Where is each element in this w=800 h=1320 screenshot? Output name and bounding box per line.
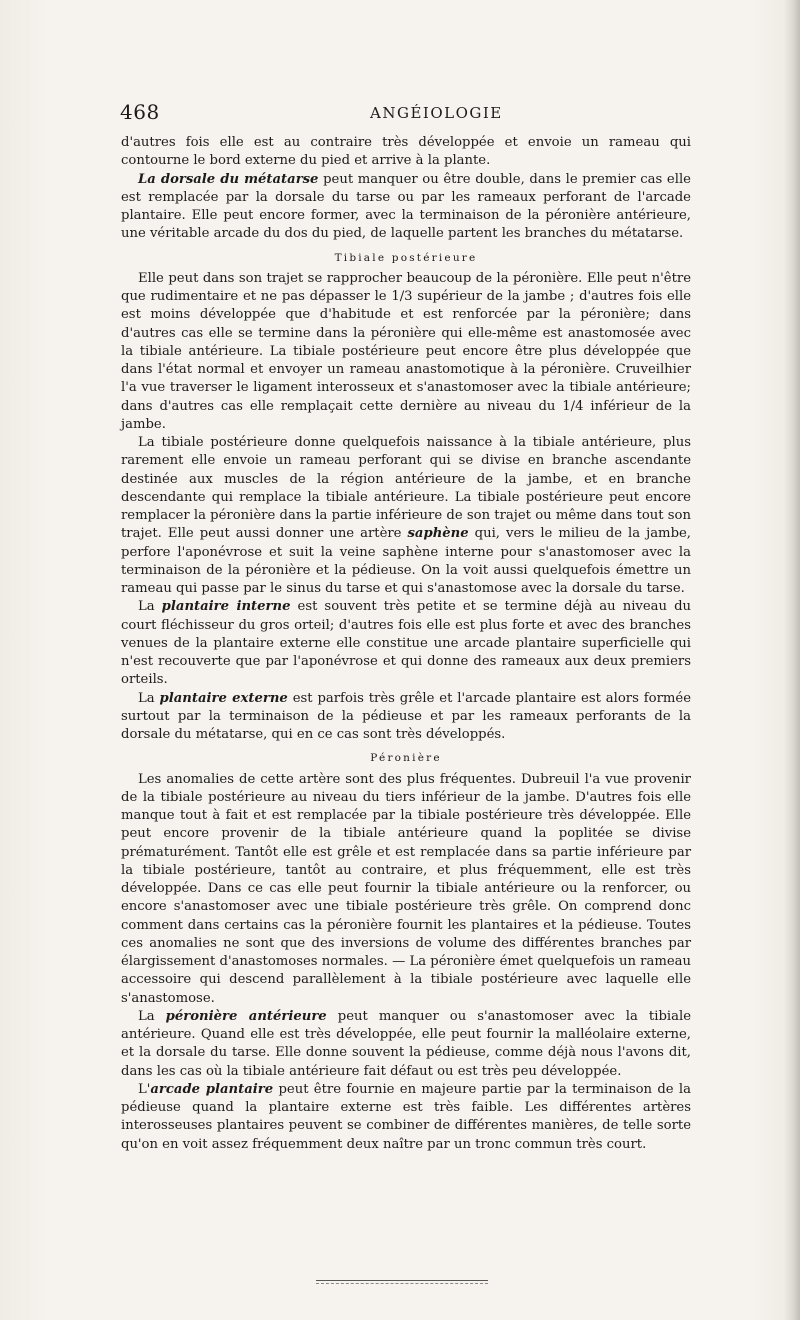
paragraph-text: peut manquer ou être double, dans le premier cas elle est remplacée par la dorsale du tarse ou par les rameaux perforant de l'arcade plantaire. Elle peut encore former, avec la terminaison de la péronière antérieure, une véritable arcade du dos du pied, de laquelle partent les branches du métatarse. [121,171,691,242]
section-heading-tibiale-posterieure: Tibiale postérieure [334,251,478,264]
paragraph-text: La [138,690,160,706]
paragraph-dorsale-metatarse [121,171,691,244]
body-text [121,134,691,1154]
term-peroniere-anterieure: péronière antérieure [165,1008,327,1024]
paragraph-text: peut manquer ou s'anastomoser avec la tibiale antérieure. Quand elle est très développée, elle peut fournir la malléolaire externe, et la dorsale du tarse. Elle donne souvent la pédieuse, comme déjà nous l'avons dit, dans les cas où la tibiale antérieure fait défaut ou est très peu développée. [121,1008,691,1079]
term-arcade-plantaire: arcade plantaire [150,1081,274,1097]
paragraph-plantaire-externe [121,690,691,745]
section-heading-peroniere: Péronière [370,752,442,765]
paragraph-text: est souvent très petite et se termine déjà au niveau du court fléchisseur du gros orteil; d'autres fois elle est plus forte et avec des branches venues de la plantaire externe elle constitue une arcade plantaire superficielle qui n'est recouverte que par l'aponévrose et qui donne des rameaux aux deux premiers orteils. [121,599,692,688]
paragraph-tibiale-posterieure-2 [121,434,691,598]
term-saphene: saphène [407,526,469,542]
running-title: ANGÉIOLOGIE [370,104,503,122]
paragraph-text: est parfois très grêle et l'arcade plantaire est alors formée surtout par la terminaison de la pédieuse et par les rameaux perforants de la dorsale du métatarse, qui en ce cas sont très développés. [121,690,692,742]
paragraph-text: peut être fournie en majeure partie par la terminaison de la pédieuse quand la plantaire externe est très faible. Les différentes artères interosseuses plantaires peuvent se combiner de différentes manières, de telle sorte qu'on en voit assez fréquemment deux naître par un tronc commun très court. [121,1081,691,1152]
footer-rule [316,1280,488,1281]
paragraph-tibiale-posterieure-1: Elle peut dans son trajet se rapprocher beaucoup de la péronière. Elle peut n'être que rudimentaire et ne pas dépasser le 1/3 supérieur de la jambe ; d'autres fois elle est moins développée que d'habitude et est renforcée par la péronière; dans d'autres cas elle se termine dans la péronière qui elle-même est anastomosée avec la tibiale antérieure. La tibiale postérieure peut encore être plus développée que dans l'état normal et envoyer un rameau anastomotique à la péronière. Cruveilhier l'a vue traverser le ligament interosseux et s'anastomoser avec la tibiale antérieure; dans d'autres cas elle remplaçait cette dernière au niveau du 1/4 inférieur de la jambe. [121,270,691,432]
term-plantaire-interne: plantaire interne [161,599,291,615]
page-edge-shadow [784,0,800,1320]
page-header [120,100,700,128]
paragraph-peroniere-anterieure [121,1008,691,1081]
paragraph-peroniere-1: Les anomalies de cette artère sont des plus fréquentes. Dubreuil l'a vue provenir de la tibiale postérieure au niveau du tiers inférieur de la jambe. D'autres fois elle manque tout à fait et est remplacée par la tibiale postérieure très développée. Elle peut encore provenir de la tibiale antérieure quand la poplitée se divise prématurément. Tantôt elle est grêle et est remplacée dans sa partie inférieure par la tibiale postérieure, tantôt au contraire, et plus fréquemment, elle est très développée. Dans ce cas elle peut fournir la tibiale antérieure ou la renforcer, ou encore s'anastomoser avec une tibiale postérieure très grêle. On comprend donc comment dans certains cas la péronière fournit les plantaires et la pédieuse. Toutes ces anomalies ne sont que des inversions de volume des différentes branches par élargissement d'anastomoses normales. — La péronière émet quelquefois un rameau accessoire qui descend parallèlement à la tibiale postérieure avec laquelle elle s'anastomose. [121,771,691,1006]
footer-rule-dashed [316,1283,488,1284]
paragraph-text: La [138,1008,166,1024]
paragraph-arcade-plantaire [121,1081,691,1154]
paragraph-text: La [138,599,162,615]
paragraph-text: L' [138,1081,151,1097]
paragraph-plantaire-interne [121,598,691,689]
page-number: 468 [120,100,160,124]
paragraph-continuation: d'autres fois elle est au contraire très développée et envoie un rameau qui contourne le bord externe du pied et arrive à la plante. [121,135,691,169]
term-dorsale-metatarse: La dorsale du métatarse [138,171,319,187]
term-plantaire-externe: plantaire externe [159,690,288,706]
paragraph-text: qui, vers le milieu de la jambe, perfore l'aponévrose et suit la veine saphène interne pour s'anastomoser avec la terminaison de la péronière et la pédieuse. On la voit aussi quelquefois émettre un rameau qui passe par le sinus du tarse et qui s'anastomose avec la dorsale du tarse. [121,526,692,596]
paragraph-text: La tibiale postérieure donne quelquefois naissance à la tibiale antérieure, plus rarement elle envoie un rameau perforant qui se divise en branche ascendante destinée aux muscles de la région antérieure de la jambe, et en branche descendante qui remplace la tibiale antérieure. La tibiale postérieure peut encore remplacer la péronière dans la partie inférieure de son trajet ou même dans tout son trajet. Elle peut aussi donner une artère [121,435,691,542]
